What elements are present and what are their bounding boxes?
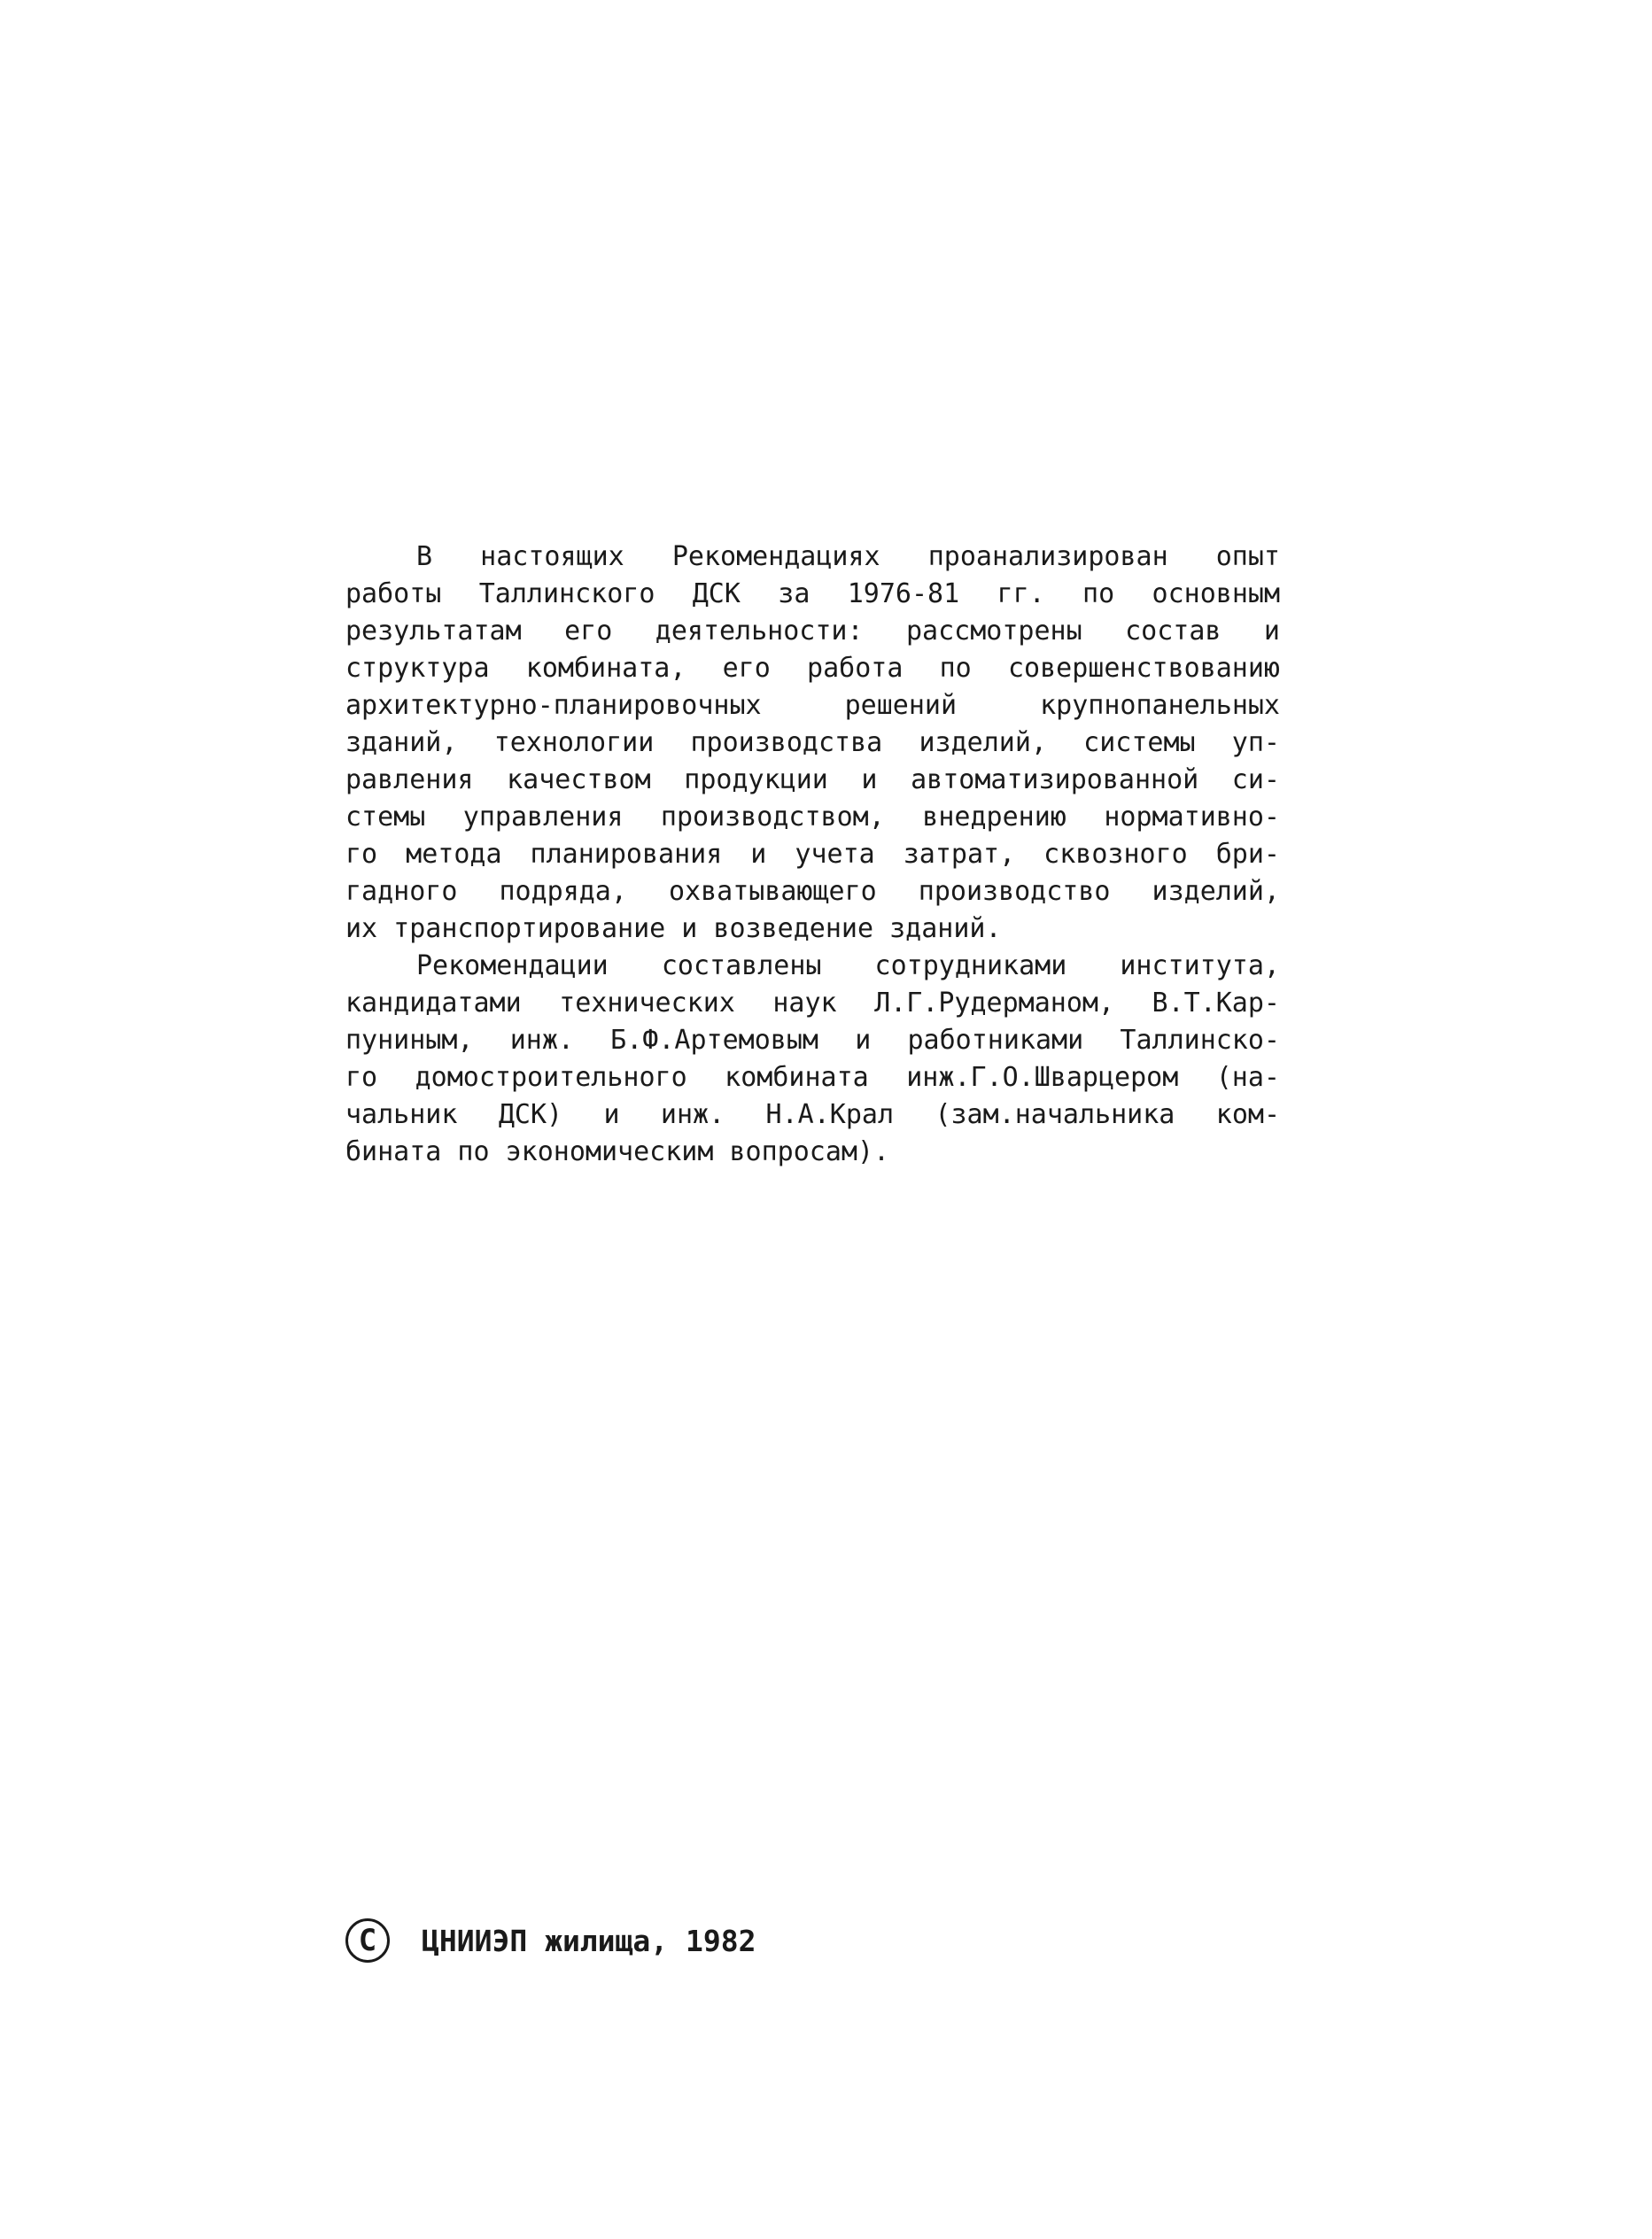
text-line: стемы управления производством, внедрению нормативно-	[345, 802, 1280, 833]
text-line: структура комбината, его работа по совершенствованию	[345, 653, 1280, 684]
copyright-notice	[345, 1913, 756, 1968]
text-line: работы Таллинского ДСК за 1976-81 гг. по основным	[345, 578, 1280, 609]
text-line: го метода планирования и учета затрат, сквозного бри-	[345, 839, 1280, 870]
text-line: зданий, технологии производства изделий, системы уп-	[345, 727, 1280, 758]
main-text-block	[345, 538, 1280, 1171]
text-line: бината по экономическим вопросам).	[345, 1136, 890, 1167]
text-line: кандидатами технических наук Л.Г.Рудерманом, В.Т.Кар-	[345, 988, 1280, 1019]
text-line: равления качеством продукции и автоматизированной си-	[345, 764, 1280, 795]
text-line: Рекомендации составлены сотрудниками института,	[416, 950, 1280, 981]
text-line: гадного подряда, охватывающего производство изделий,	[345, 876, 1280, 907]
text-line: В настоящих Рекомендациях проанализирован опыт	[416, 541, 1280, 572]
copyright-icon: C	[345, 1918, 390, 1963]
text-line: го домостроительного комбината инж.Г.О.Шварцером (на-	[345, 1062, 1280, 1093]
paragraph-1	[345, 538, 1280, 948]
text-line: результатам его деятельности: рассмотрены состав и	[345, 616, 1280, 647]
paragraph-2	[345, 948, 1280, 1171]
text-line: чальник ДСК) и инж. Н.А.Крал (зам.начальника ком-	[345, 1099, 1280, 1130]
copyright-text: ЦНИИЭП жилища, 1982	[422, 1923, 756, 1958]
text-line: архитектурно-планировочных решений крупнопанельных	[345, 690, 1280, 721]
text-line: пуниным, инж. Б.Ф.Артемовым и работниками Таллинско-	[345, 1025, 1280, 1056]
text-line: их транспортирование и возведение зданий.	[345, 913, 1002, 944]
